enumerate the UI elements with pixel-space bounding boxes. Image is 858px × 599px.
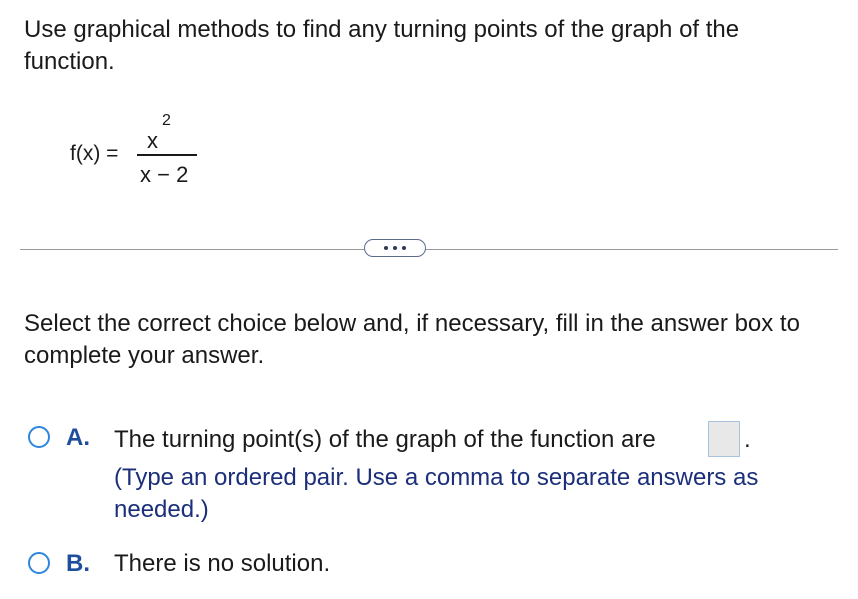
answer-format-hint: (Type an ordered pair. Use a comma to separate answers as needed.) xyxy=(114,464,759,523)
numerator-base: x xyxy=(147,128,158,153)
function-formula xyxy=(70,112,210,192)
choice-a-text: The turning point(s) of the graph of the function are xyxy=(114,426,656,453)
ellipsis-icon xyxy=(393,246,397,250)
choice-a-radio[interactable] xyxy=(28,426,50,448)
fraction-bar xyxy=(137,154,197,156)
fraction-denominator: x − 2 xyxy=(140,162,189,187)
choice-a-period: . xyxy=(744,426,751,453)
numerator-exponent: 2 xyxy=(162,112,171,129)
choice-b-text: There is no solution. xyxy=(114,550,331,577)
show-more-button[interactable] xyxy=(364,239,426,257)
fraction-numerator xyxy=(147,112,197,153)
choice-a-letter: A. xyxy=(66,424,90,451)
choice-b-radio[interactable] xyxy=(28,552,50,574)
ellipsis-icon xyxy=(402,246,406,250)
section-divider xyxy=(20,249,838,250)
question-text: Use graphical methods to find any turning points of the graph of the function. xyxy=(24,16,740,75)
choice-b-letter: B. xyxy=(66,550,90,577)
ellipsis-icon xyxy=(384,246,388,250)
instruction-text: Select the correct choice below and, if necessary, fill in the answer box to complete your answer. xyxy=(24,310,800,369)
function-label: f(x) = xyxy=(70,142,119,165)
answer-input-box[interactable] xyxy=(708,421,740,457)
